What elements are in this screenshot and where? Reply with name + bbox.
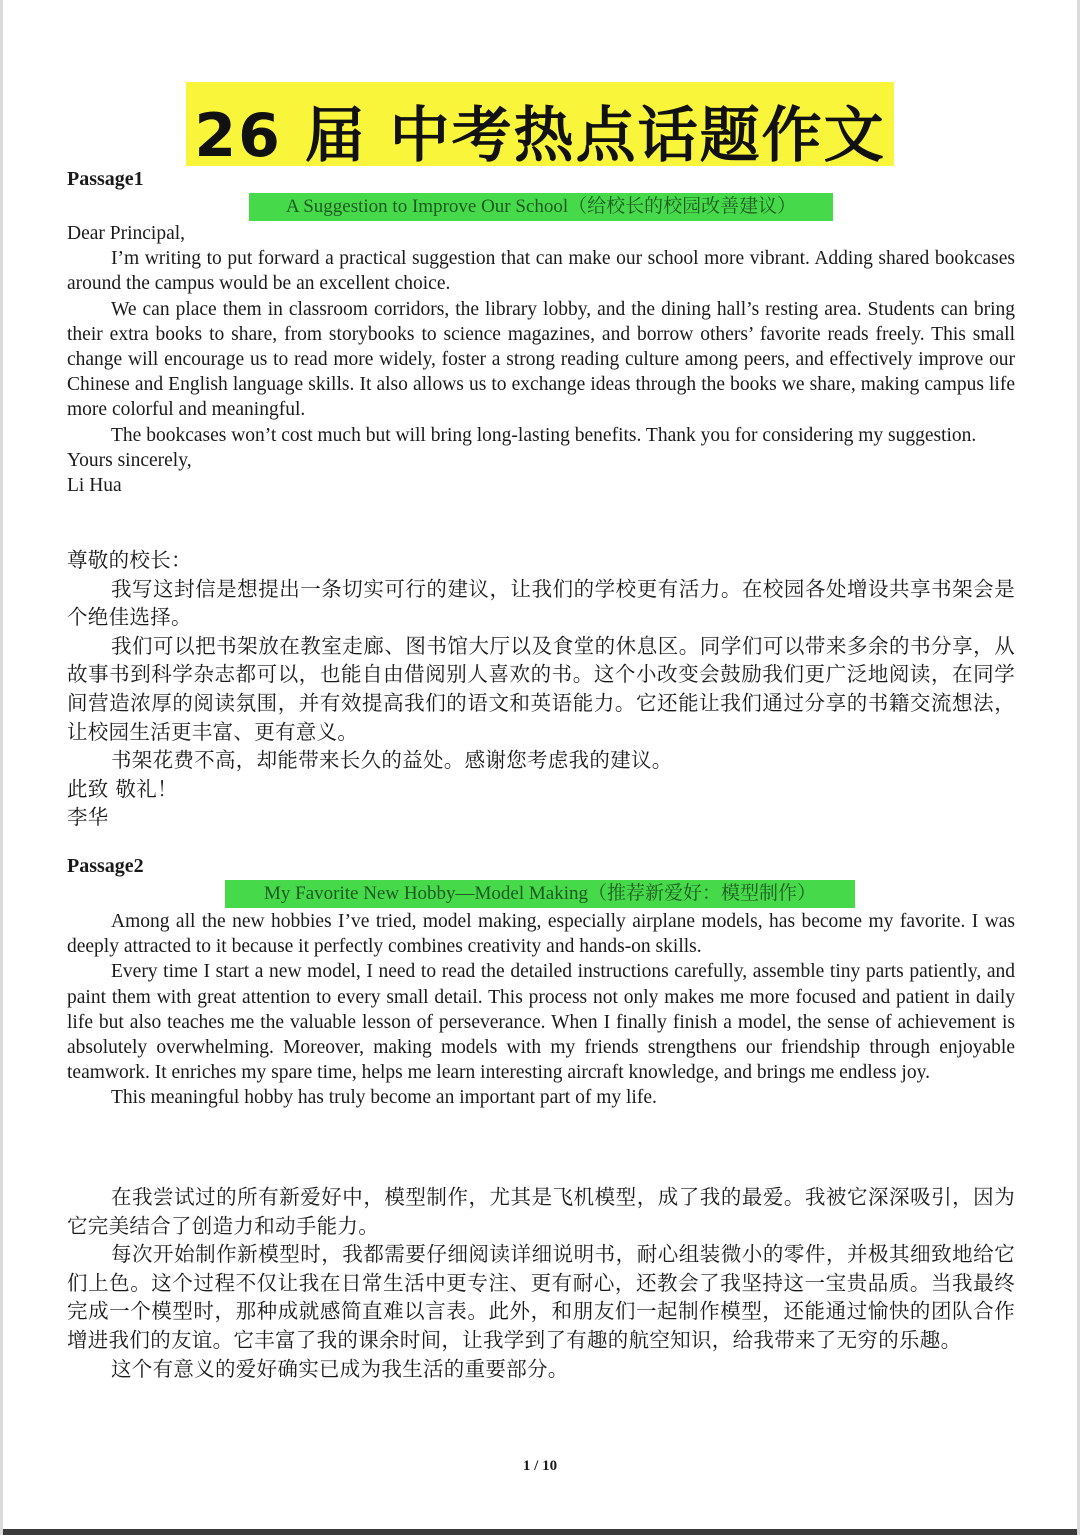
paragraph: 在我尝试过的所有新爱好中，模型制作，尤其是飞机模型，成了我的最爱。我被它深深吸引，因为它完美结合了创造力和动手能力。 xyxy=(67,1185,1015,1238)
passage2-label: Passage2 xyxy=(67,855,144,877)
closing: Yours sincerely, xyxy=(67,449,192,471)
paragraph: The bookcases won’t cost much but will bring long-lasting benefits. Thank you for considering my suggestion. xyxy=(111,424,977,446)
passage1-heading: A Suggestion to Improve Our School（给校长的校园改善建议） xyxy=(249,193,833,221)
salutation: Dear Principal, xyxy=(67,223,186,244)
paragraph: This meaningful hobby has truly become an important part of my life. xyxy=(111,1087,657,1109)
passage2-heading: My Favorite New Hobby—Model Making（推荐新爱好：模型制作） xyxy=(225,880,855,908)
title-highlight xyxy=(186,82,894,171)
paragraph: Among all the new hobbies I’ve tried, model making, especially airplane models, has become my favorite. I was deeply attracted to it because it perfectly combines creativity and hands-on skills. xyxy=(67,911,1015,958)
signature: Li Hua xyxy=(67,475,122,497)
passage1-english xyxy=(67,221,1015,498)
page-title: 26 届 中考热点话题作文 xyxy=(194,101,886,171)
signature: 李华 xyxy=(67,805,109,830)
passage1-chinese xyxy=(67,546,1015,832)
paragraph: 这个有意义的爱好确实已成为我生活的重要部分。 xyxy=(111,1356,569,1381)
passage1-label: Passage1 xyxy=(67,168,144,190)
page-number: 1 / 10 xyxy=(522,1458,558,1474)
paragraph: 书架花费不高，却能带来长久的益处。感谢您考虑我的建议。 xyxy=(111,748,673,773)
closing: 此致 敬礼！ xyxy=(67,776,178,801)
paragraph: 每次开始制作新模型时，我都需要仔细阅读详细说明书，耐心组装微小的零件，并极其细致地给它们上色。这个过程不仅让我在日常生活中更专注、更有耐心，还教会了我坚持这一宝贵品质。当我最终完成一个模型时，那种成就感简直难以言表。此外，和朋友们一起制作模型，还能通过愉快的团队合作增进我们的友谊。它丰富了我的课余时间，让我学到了有趣的航空知识，给我带来了无穷的乐趣。 xyxy=(67,1242,1015,1352)
paragraph: 我写这封信是想提出一条切实可行的建议，让我们的学校更有活力。在校园各处增设共享书架会是个绝佳选择。 xyxy=(67,576,1015,630)
paragraph: Every time I start a new model, I need to read the detailed instructions carefully, assemble tiny parts patiently, and paint them with great attention to every small detail. This process not only makes me more focused and patient in daily life but also teaches me the valuable lesson of perseverance. When I finally finish a model, the sense of achievement is absolutely overwhelming. Moreover, making models with my friends strengthens our friendship through enjoyable teamwork. It enriches my spare time, helps me learn interesting aircraft knowledge, and brings me endless joy. xyxy=(67,961,1015,1084)
paragraph: I’m writing to put forward a practical suggestion that can make our school more vibrant. Adding shared bookcases around the campus would be an excellent choice. xyxy=(67,248,1015,295)
paragraph: We can place them in classroom corridors, the library lobby, and the dining hall’s resting area. Students can bring their extra books to share, from storybooks to science magazines, and borrow others’ favorite reads freely. This small change will encourage us to read more widely, foster a strong reading culture among peers, and effectively improve our Chinese and English language skills. It also allows us to exchange ideas through the books we share, making campus life more colorful and meaningful. xyxy=(67,298,1015,421)
bottom-edge-bar xyxy=(3,1529,1077,1535)
passage2-chinese xyxy=(67,1183,1015,1383)
passage2-english xyxy=(67,909,1015,1111)
salutation: 尊敬的校长： xyxy=(67,548,192,572)
paragraph: 我们可以把书架放在教室走廊、图书馆大厅以及食堂的休息区。同学们可以带来多余的书分享，从故事书到科学杂志都可以，也能自由借阅别人喜欢的书。这个小改变会鼓励我们更广泛地阅读，在同学间营造浓厚的阅读氛围，并有效提高我们的语文和英语能力。它还能让我们通过分享的书籍交流想法，让校园生活更丰富、更有意义。 xyxy=(67,633,1015,744)
